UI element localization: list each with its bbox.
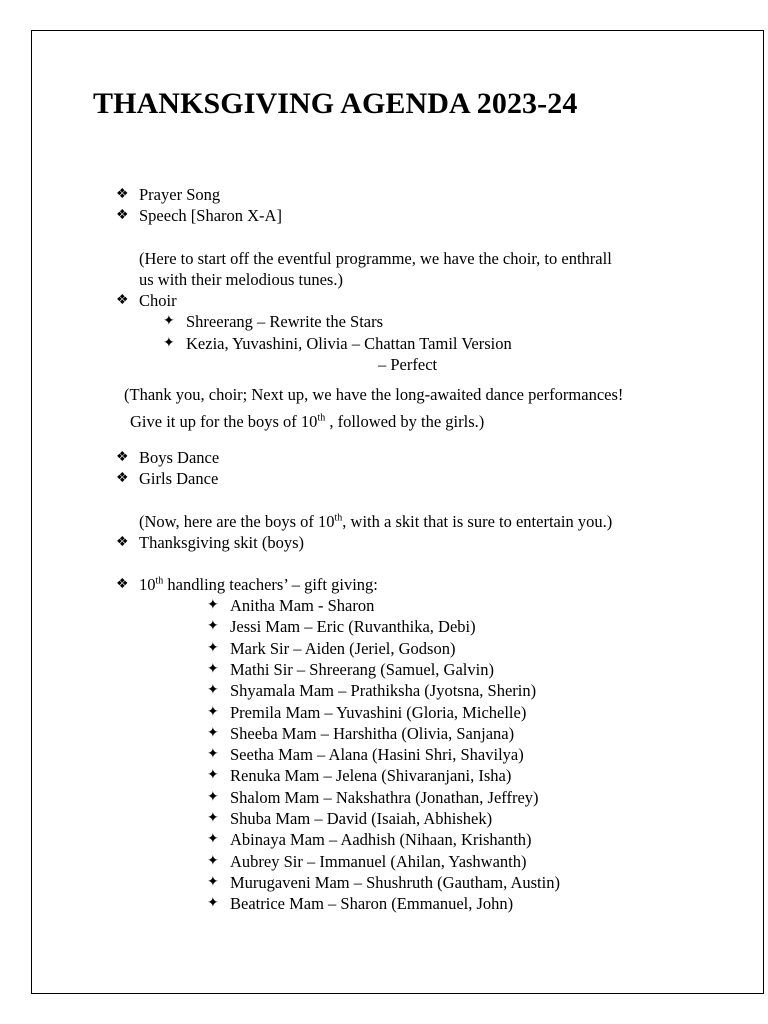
diamond-bullet-icon: ❖ [116, 187, 129, 202]
choir-subitem-continuation: – Perfect [378, 355, 438, 374]
diamond-bullet-icon: ❖ [116, 577, 129, 592]
page-title: THANKSGIVING AGENDA 2023-24 [93, 87, 578, 120]
host-note-line: Give it up for the boys of 10th , followed by the girls.) [130, 412, 485, 431]
star-bullet-icon: ✦ [207, 875, 219, 890]
gift-entry: Murugaveni Mam – Shushruth (Gautham, Austin) [230, 873, 560, 892]
gift-entry: Shyamala Mam – Prathiksha (Jyotsna, Sherin) [230, 681, 537, 700]
star-bullet-icon: ✦ [207, 641, 219, 656]
gift-entry: Jessi Mam – Eric (Ruvanthika, Debi) [230, 617, 476, 636]
star-bullet-icon: ✦ [207, 832, 219, 847]
star-bullet-icon: ✦ [207, 662, 219, 677]
gift-entry: Abinaya Mam – Aadhish (Nihaan, Krishanth) [230, 830, 532, 849]
gift-entry: Mathi Sir – Shreerang (Samuel, Galvin) [230, 660, 494, 679]
star-bullet-icon: ✦ [207, 726, 219, 741]
agenda-item-girls-dance: Girls Dance [139, 469, 219, 488]
gift-entry: Aubrey Sir – Immanuel (Ahilan, Yashwanth) [230, 852, 527, 871]
star-bullet-icon: ✦ [207, 747, 219, 762]
agenda-item-gift-giving: 10th handling teachers’ – gift giving: [139, 575, 378, 594]
star-bullet-icon: ✦ [207, 705, 219, 720]
gift-entry: Renuka Mam – Jelena (Shivaranjani, Isha) [230, 766, 512, 785]
gift-entry: Shuba Mam – David (Isaiah, Abhishek) [230, 809, 493, 828]
host-note-line: us with their melodious tunes.) [139, 270, 343, 289]
diamond-bullet-icon: ❖ [116, 450, 129, 465]
diamond-bullet-icon: ❖ [116, 293, 129, 308]
host-note-line: (Now, here are the boys of 10th, with a skit that is sure to entertain you.) [139, 512, 613, 531]
star-bullet-icon: ✦ [163, 314, 175, 329]
diamond-bullet-icon: ❖ [116, 471, 129, 486]
star-bullet-icon: ✦ [207, 811, 219, 826]
diamond-bullet-icon: ❖ [116, 535, 129, 550]
diamond-bullet-icon: ❖ [116, 208, 129, 223]
gift-entry: Premila Mam – Yuvashini (Gloria, Michelle) [230, 703, 527, 722]
star-bullet-icon: ✦ [207, 598, 219, 613]
star-bullet-icon: ✦ [163, 336, 175, 351]
gift-entry: Anitha Mam - Sharon [230, 596, 375, 615]
star-bullet-icon: ✦ [207, 896, 219, 911]
agenda-item-prayer-song: Prayer Song [139, 185, 221, 204]
host-note-line: (Here to start off the eventful programme, we have the choir, to enthrall [139, 249, 612, 268]
agenda-item-skit: Thanksgiving skit (boys) [139, 533, 304, 552]
star-bullet-icon: ✦ [207, 854, 219, 869]
star-bullet-icon: ✦ [207, 790, 219, 805]
choir-subitem: Shreerang – Rewrite the Stars [186, 312, 384, 331]
choir-subitem: Kezia, Yuvashini, Olivia – Chattan Tamil Version [186, 334, 512, 353]
star-bullet-icon: ✦ [207, 768, 219, 783]
star-bullet-icon: ✦ [207, 619, 219, 634]
star-bullet-icon: ✦ [207, 683, 219, 698]
agenda-item-speech: Speech [Sharon X-A] [139, 206, 282, 225]
gift-entry: Shalom Mam – Nakshathra (Jonathan, Jeffrey) [230, 788, 539, 807]
gift-entry: Mark Sir – Aiden (Jeriel, Godson) [230, 639, 456, 658]
gift-entry: Beatrice Mam – Sharon (Emmanuel, John) [230, 894, 514, 913]
gift-entry: Sheeba Mam – Harshitha (Olivia, Sanjana) [230, 724, 515, 743]
host-note-line: (Thank you, choir; Next up, we have the long-awaited dance performances! [124, 385, 624, 404]
gift-entry: Seetha Mam – Alana (Hasini Shri, Shavilya) [230, 745, 524, 764]
agenda-item-choir: Choir [139, 291, 177, 310]
agenda-item-boys-dance: Boys Dance [139, 448, 220, 467]
